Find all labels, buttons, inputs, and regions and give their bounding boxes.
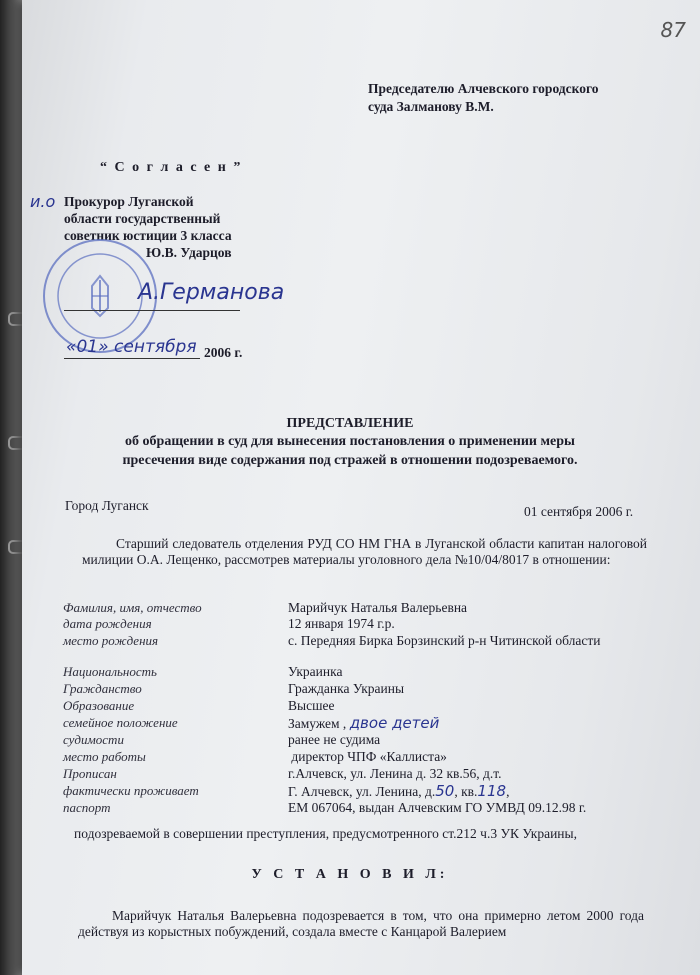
suspect-line: подозреваемой в совершении преступления, предусмотренного ст.212 ч.3 УК Украины, (74, 826, 577, 841)
addressee-block (368, 80, 599, 116)
prosecutor-line: Прокурор Луганской (64, 194, 194, 209)
field-label: Прописан (63, 766, 117, 781)
field-label: место работы (63, 749, 146, 764)
field-label: фактически проживает (63, 783, 199, 798)
field-value-text: Г. Алчевск, ул. Ленина, д. (288, 784, 436, 799)
approval-date-handwritten: «01» сентября (66, 337, 197, 357)
document-subtitle: пресечения виде содержания под стражей в отношении подозреваемого. (122, 453, 578, 468)
intro-paragraph: Старший следователь отделения РУД СО НМ ГНА в Луганской области капитан налоговой милиции О.А. Лещенко, рассмотрев материалы уголовного дела №10/04/8017 в отношении: (82, 536, 647, 567)
handwritten-mark: и.о (30, 192, 56, 211)
handwritten-insert: 50 (435, 782, 455, 800)
prosecutor-name: Ю.В. Ударцов (146, 245, 232, 260)
handwritten-insert: двое детей (349, 714, 440, 732)
date-line (64, 358, 200, 359)
established-heading: У С Т А Н О В И Л: (251, 867, 449, 882)
approval-heading: “ С о г л а с е н ” (100, 160, 243, 175)
field-value: Украинка (288, 664, 343, 679)
field-label: судимости (63, 732, 124, 747)
field-value-text: Замужем , (288, 716, 347, 731)
field-value: ранее не судима (288, 732, 381, 747)
field-value: директор ЧПФ «Каллиста» (288, 749, 447, 764)
field-label: Национальность (63, 664, 157, 679)
prosecutor-line: советник юстиции 3 класса (64, 228, 232, 243)
prosecutor-line: области государственный (64, 211, 221, 226)
field-value: г.Алчевск, ул. Ленина д. 32 кв.56, д.т. (288, 766, 502, 781)
field-label: Гражданство (63, 681, 142, 696)
field-label: паспорт (63, 800, 111, 815)
field-value-text: , (506, 784, 510, 799)
established-paragraph: Марийчук Наталья Валерьевна подозревается в том, что она примерно летом 2000 года действуя из корыстных побуждений, создала вместе с Канцарой Валерием (78, 908, 644, 939)
page-number: 87 (660, 18, 686, 42)
signature: А.Германова (138, 280, 285, 305)
field-label: дата рождения (63, 616, 152, 631)
field-label: семейное положение (63, 715, 178, 730)
field-value: ЕМ 067064, выдан Алчевским ГО УМВД 09.12.98 г. (288, 800, 587, 815)
field-value-text: , кв. (454, 784, 478, 799)
place: Город Луганск (65, 498, 149, 513)
handwritten-insert: 118 (477, 782, 507, 800)
signature-line (64, 310, 240, 311)
document-title: ПРЕДСТАВЛЕНИЕ (286, 416, 414, 431)
field-value: Марийчук Наталья Валерьевна (288, 600, 468, 615)
field-value: с. Передняя Бирка Борзинский р-н Читинской области (288, 633, 601, 648)
binder-spine (0, 0, 22, 975)
document-subtitle: об обращении в суд для вынесения постановления о применении меры (125, 434, 575, 449)
field-value (288, 715, 644, 732)
addressee-line: суда Залманову В.М. (368, 99, 494, 114)
addressee-line: Председателю Алчевского городского (368, 81, 599, 96)
approval-year: 2006 г. (204, 345, 243, 360)
field-value (288, 783, 644, 800)
document-date: 01 сентября 2006 г. (524, 504, 634, 519)
field-value: Высшее (288, 698, 335, 713)
field-label: место рождения (63, 633, 159, 648)
field-value: Гражданка Украины (288, 681, 405, 696)
field-label: Образование (63, 698, 135, 713)
field-label: Фамилия, имя, отчество (63, 600, 202, 615)
field-value: 12 января 1974 г.р. (288, 616, 395, 631)
